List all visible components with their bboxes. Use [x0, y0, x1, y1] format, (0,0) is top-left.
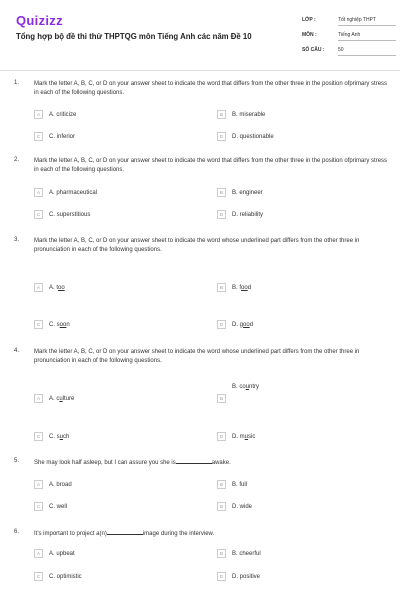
- question-number: 3.: [14, 237, 20, 243]
- option-d[interactable]: D D. good: [217, 320, 253, 329]
- option-letter-box: B: [217, 188, 226, 197]
- option-c[interactable]: C C. soon: [34, 320, 70, 329]
- option-b[interactable]: B B. miserable: [217, 110, 265, 119]
- option-d[interactable]: D D. questionable: [217, 132, 274, 141]
- question-text: It's important to project a(n) image during the interview.: [34, 531, 215, 537]
- option-b-box[interactable]: [217, 394, 232, 403]
- option-b[interactable]: B B. full: [217, 480, 247, 489]
- option-letter-box: D: [217, 320, 226, 329]
- option-letter-box: A: [34, 283, 43, 292]
- question-text: She may look half asleep, but I can assure you she is awake.: [34, 460, 231, 466]
- option-b-label[interactable]: B. country: [232, 384, 260, 390]
- worksheet-header: Quizizz Tổng hợp bộ đề thi thử THPTQG môn Tiếng Anh các năm Đề 10 LỚP : Tốt nghiệp THPT MÔN : Tiếng Anh SỐ CÂU : 50: [0, 0, 400, 68]
- option-letter-box: B: [217, 549, 226, 558]
- question-number: 1.: [14, 80, 20, 86]
- question-number: 4.: [14, 348, 20, 354]
- option-b[interactable]: B B. engineer: [217, 188, 263, 197]
- option-c[interactable]: C C. optimistic: [34, 572, 82, 581]
- option-letter-box: D: [217, 432, 226, 441]
- quizizz-logo: Quizizz: [16, 13, 63, 28]
- option-letter-box: A: [34, 394, 43, 403]
- option-a[interactable]: A A. pharmaceutical: [34, 188, 97, 197]
- option-letter-box: A: [34, 188, 43, 197]
- question-number: 2.: [14, 157, 20, 163]
- option-a[interactable]: A A. upbeat: [34, 549, 75, 558]
- header-divider: [0, 70, 400, 71]
- answer-blank: [107, 529, 143, 535]
- option-c[interactable]: C C. well: [34, 502, 67, 511]
- option-c[interactable]: C C. inferior: [34, 132, 75, 141]
- option-a[interactable]: A A. too: [34, 283, 65, 292]
- option-a[interactable]: A A. criticize: [34, 110, 76, 119]
- option-letter-box: C: [34, 210, 43, 219]
- option-letter-box: C: [34, 432, 43, 441]
- option-letter-box: C: [34, 502, 43, 511]
- option-letter-box: B: [217, 110, 226, 119]
- option-letter-box: C: [34, 572, 43, 581]
- option-letter-box: A: [34, 480, 43, 489]
- worksheet-title: Tổng hợp bộ đề thi thử THPTQG môn Tiếng Anh các năm Đề 10: [16, 32, 252, 41]
- option-letter-box: D: [217, 132, 226, 141]
- option-a[interactable]: A A. broad: [34, 480, 72, 489]
- question-number: 5.: [14, 458, 20, 464]
- option-a[interactable]: A A. culture: [34, 394, 74, 403]
- option-c[interactable]: C C. superstitious: [34, 210, 90, 219]
- option-letter-box: C: [34, 132, 43, 141]
- option-c[interactable]: C C. such: [34, 432, 69, 441]
- question-text: Mark the letter A, B, C, or D on your answer sheet to indicate the word that differs from the other three in the position ofprimary stress in each of the following questions.: [34, 81, 388, 96]
- option-letter-box: D: [217, 210, 226, 219]
- option-letter-box: B: [217, 283, 226, 292]
- option-b[interactable]: B B. cheerful: [217, 549, 261, 558]
- option-letter-box: C: [34, 320, 43, 329]
- question-number: 6.: [14, 529, 20, 535]
- option-b[interactable]: B B. food: [217, 283, 251, 292]
- option-letter-box: D: [217, 502, 226, 511]
- option-d[interactable]: D D. music: [217, 432, 255, 441]
- option-letter-box: D: [217, 572, 226, 581]
- question-text: Mark the letter A, B, C, or D on your answer sheet to indicate the word whose underlined part differs from the other three in pronunciation in each of the following questions.: [34, 349, 360, 364]
- option-d[interactable]: D D. wide: [217, 502, 252, 511]
- option-d[interactable]: D D. positive: [217, 572, 260, 581]
- option-letter-box: A: [34, 549, 43, 558]
- option-d[interactable]: D D. reliability: [217, 210, 263, 219]
- option-letter-box: B: [217, 480, 226, 489]
- answer-blank: [176, 458, 212, 464]
- question-text: Mark the letter A, B, C, or D on your answer sheet to indicate the word whose underlined part differs from the other three in pronunciation in each of the following questions.: [34, 238, 360, 253]
- question-text: Mark the letter A, B, C, or D on your answer sheet to indicate the word that differs from the other three in the position ofprimary stress in each of the following questions.: [34, 158, 388, 173]
- option-letter-box: A: [34, 110, 43, 119]
- option-letter-box: B: [217, 394, 226, 403]
